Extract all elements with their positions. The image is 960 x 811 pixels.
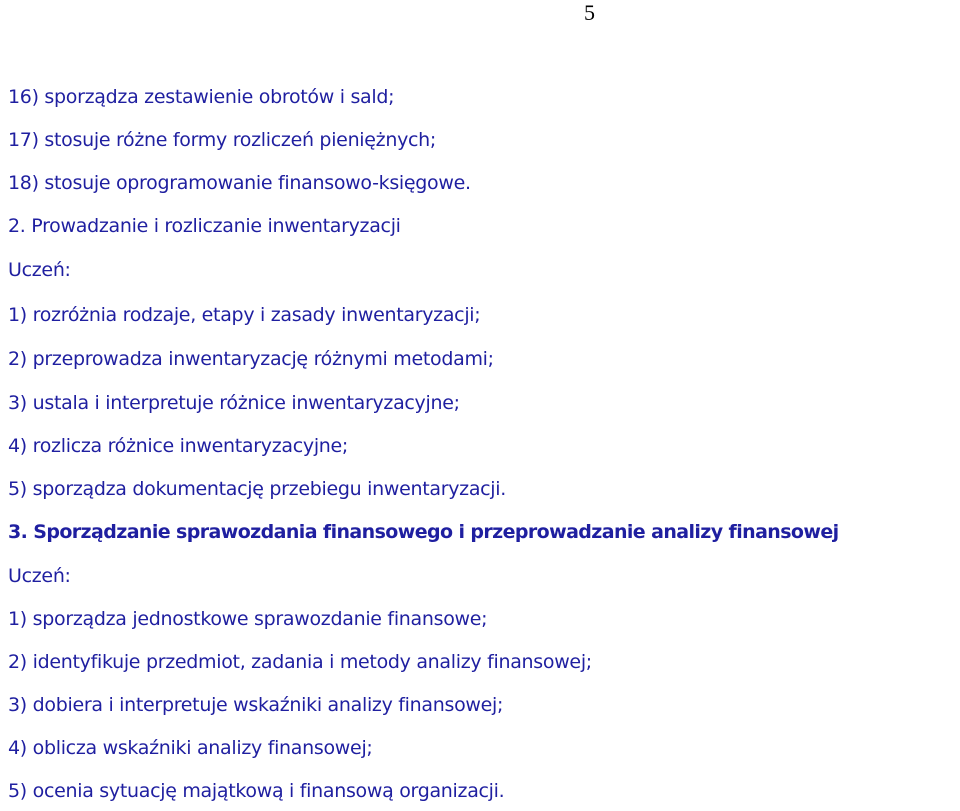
student-label: Uczeń: [8, 565, 71, 587]
list-item: 3) dobiera i interpretuje wskaźniki analizy finansowej; [8, 694, 504, 716]
section-heading-inventory: 2. Prowadzanie i rozliczanie inwentaryzacji [8, 215, 401, 237]
list-item: 2) identyfikuje przedmiot, zadania i metody analizy finansowej; [8, 651, 592, 673]
list-item: 5) ocenia sytuację majątkową i finansową organizacji. [8, 780, 505, 802]
list-item: 16) sporządza zestawienie obrotów i sald; [8, 86, 395, 108]
list-item: 4) rozlicza różnice inwentaryzacyjne; [8, 435, 349, 457]
list-item: 1) rozróżnia rodzaje, etapy i zasady inwentaryzacji; [8, 304, 481, 326]
list-item: 4) oblicza wskaźniki analizy finansowej; [8, 737, 373, 759]
list-item: 17) stosuje różne formy rozliczeń pieniężnych; [8, 129, 437, 151]
list-item: 18) stosuje oprogramowanie finansowo-księgowe. [8, 172, 471, 194]
section-heading-financial-report: 3. Sporządzanie sprawozdania finansowego i przeprowadzanie analizy finansowej [8, 521, 839, 543]
list-item: 5) sporządza dokumentację przebiegu inwentaryzacji. [8, 478, 507, 500]
student-label: Uczeń: [8, 259, 71, 281]
page-number: 5 [584, 0, 595, 25]
list-item: 1) sporządza jednostkowe sprawozdanie finansowe; [8, 608, 488, 630]
list-item: 2) przeprowadza inwentaryzację różnymi metodami; [8, 348, 494, 370]
list-item: 3) ustala i interpretuje różnice inwentaryzacyjne; [8, 392, 460, 414]
